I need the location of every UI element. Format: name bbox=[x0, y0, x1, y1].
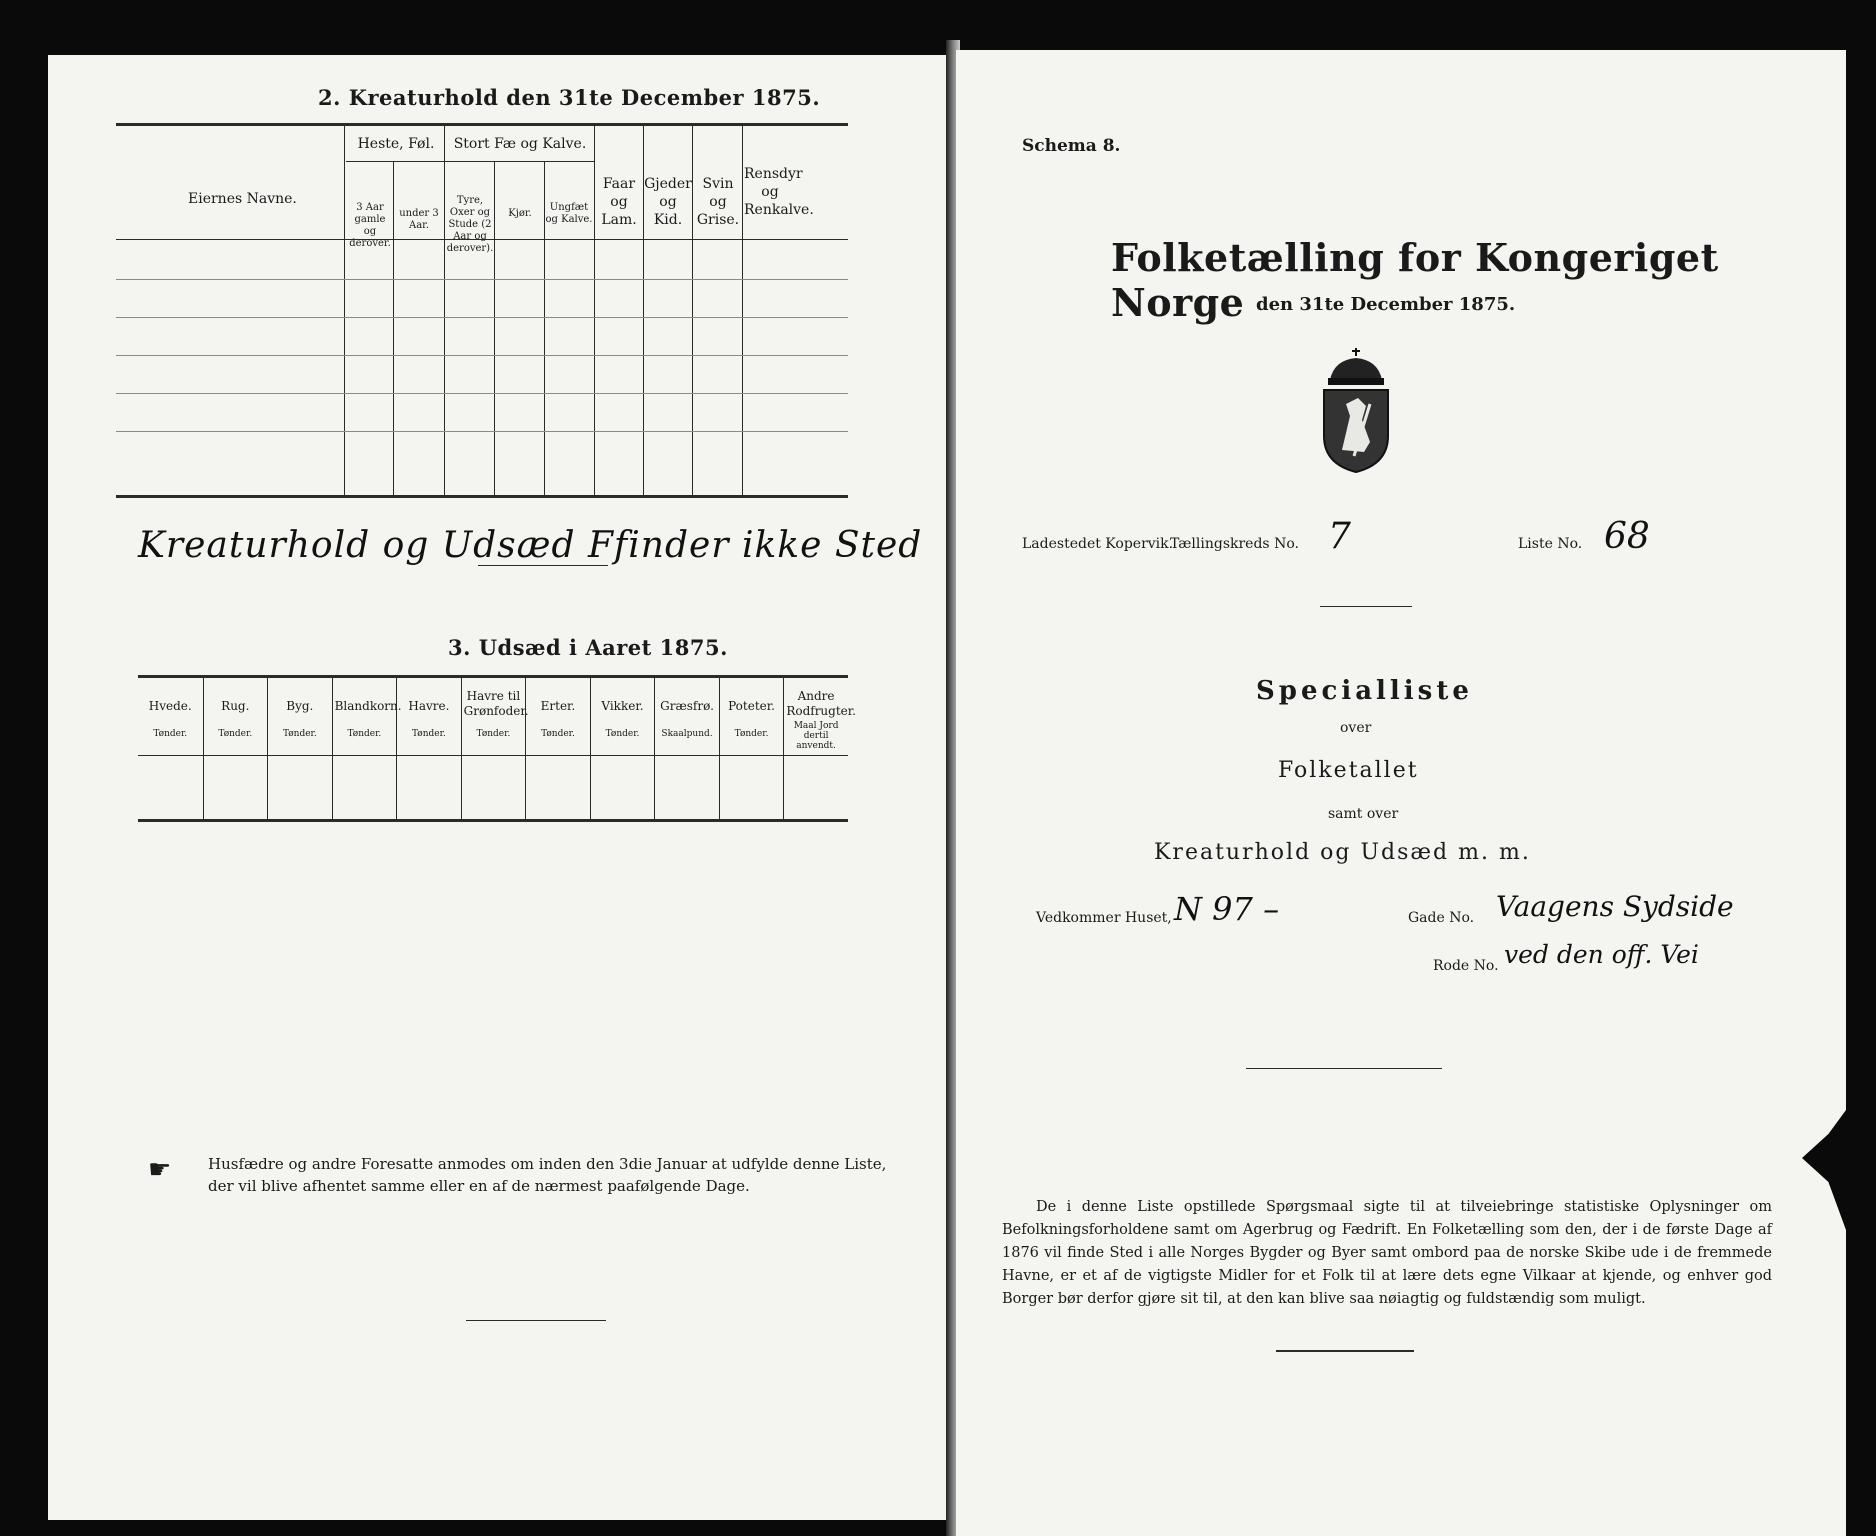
seed-column bbox=[203, 675, 268, 819]
page-edge-tab bbox=[1802, 1110, 1846, 1230]
right-page bbox=[956, 50, 1846, 1536]
rode-value: ved den off. Vei bbox=[1504, 940, 1699, 969]
left-page bbox=[48, 55, 952, 1520]
seed-column bbox=[461, 675, 529, 819]
seed-table bbox=[138, 675, 856, 819]
seed-column-name: Blandkorn. bbox=[334, 699, 402, 713]
kreaturhold-label: Kreaturhold og Udsæd m. m. bbox=[1154, 840, 1531, 865]
table2-vline bbox=[393, 161, 394, 495]
seed-column-name: Hvede. bbox=[148, 699, 192, 713]
seed-column bbox=[654, 675, 719, 819]
seed-column bbox=[719, 675, 784, 819]
table2-vline bbox=[544, 161, 545, 495]
table2-row-rule bbox=[116, 431, 848, 432]
district-label: Tællingskreds No. bbox=[1170, 536, 1299, 552]
house-value: N 97 – bbox=[1174, 890, 1280, 928]
handwritten-note: Kreaturhold og Udsæd Ffinder ikke Sted bbox=[138, 525, 923, 566]
seed-column bbox=[396, 675, 461, 819]
seed-column bbox=[590, 675, 655, 819]
table2-header-rule bbox=[116, 239, 848, 240]
col-bulls: Tyre, Oxer og Stude (2 Aar og derover). bbox=[446, 195, 494, 254]
table3-header-rule bbox=[138, 755, 848, 756]
col-cows: Kjør. bbox=[508, 208, 532, 219]
place-label: Ladestedet Kopervik. bbox=[1022, 536, 1174, 552]
seed-column-name: Byg. bbox=[286, 699, 314, 713]
section3-title: 3. Udsæd i Aaret 1875. bbox=[448, 635, 728, 660]
seed-column-unit: Tønder. bbox=[541, 729, 575, 739]
date-line: den 31te December 1875. bbox=[1256, 294, 1516, 315]
table2-bottom-rule bbox=[116, 495, 848, 498]
col-reindeer: Rensdyr og Renkalve. bbox=[744, 166, 814, 218]
folketallet-label: Folketallet bbox=[1278, 758, 1419, 783]
separator-rule bbox=[1246, 1068, 1442, 1069]
col-young-cattle: Ungfæt og Kalve. bbox=[545, 202, 593, 225]
table2-vline bbox=[692, 123, 693, 495]
seed-column-name: Andre Rodfrugter. bbox=[786, 689, 856, 718]
seed-columns bbox=[138, 675, 856, 819]
notice-text: Husfædre og andre Foresatte anmodes om inden den 3die Januar at udfylde denne Liste, der vil blive afhentet samme eller en af de nærmest paafølgende Dage. bbox=[208, 1155, 887, 1195]
table2-vline bbox=[643, 123, 644, 495]
col-pigs: Svin og Grise. bbox=[696, 176, 740, 228]
district-value: 7 bbox=[1328, 516, 1351, 557]
seed-column bbox=[525, 675, 590, 819]
col-sheep: Faar og Lam. bbox=[601, 176, 637, 228]
seed-column-name: Havre. bbox=[408, 699, 450, 713]
list-label: Liste No. bbox=[1518, 536, 1583, 552]
seed-column-unit: Tønder. bbox=[476, 729, 511, 739]
seed-column-unit: Tønder. bbox=[218, 729, 253, 739]
seed-column bbox=[783, 675, 856, 819]
table2-subheader-rule bbox=[346, 161, 594, 162]
seed-column-unit: Tønder. bbox=[282, 729, 317, 739]
seed-column-name: Havre til Grønfoder. bbox=[463, 689, 529, 718]
short-rule bbox=[1320, 606, 1412, 607]
col-horses-old: 3 Aar gamle og derover. bbox=[349, 202, 391, 249]
section2-title: 2. Kreaturhold den 31te December 1875. bbox=[318, 85, 821, 110]
table2-top-rule bbox=[116, 123, 848, 126]
table2-row-rule bbox=[116, 355, 848, 356]
seed-column-unit: Tønder. bbox=[347, 729, 382, 739]
specialliste-title: Specialliste bbox=[1256, 676, 1473, 706]
table2-row-rule bbox=[116, 317, 848, 318]
seed-column-unit: Skaalpund. bbox=[661, 729, 713, 739]
coat-of-arms-icon bbox=[1316, 346, 1396, 476]
seed-column-name: Rug. bbox=[221, 699, 250, 713]
table3-bottom-rule bbox=[138, 819, 848, 822]
list-value: 68 bbox=[1604, 516, 1650, 557]
seed-column-unit: Tønder. bbox=[605, 729, 640, 739]
table2-vline bbox=[742, 123, 743, 495]
street-label: Gade No. bbox=[1408, 910, 1475, 926]
note-underline bbox=[478, 565, 608, 566]
group-horses: Heste, Føl. bbox=[357, 136, 435, 152]
col-horses-young: under 3 Aar. bbox=[399, 208, 439, 231]
seed-column-unit: Tønder. bbox=[412, 729, 446, 739]
table2-vline bbox=[594, 123, 595, 495]
table2-vline bbox=[444, 123, 445, 495]
schema-label: Schema 8. bbox=[1022, 136, 1121, 156]
seed-column-name: Vikker. bbox=[601, 699, 644, 713]
samt-over-label: samt over bbox=[1328, 806, 1399, 822]
closing-rule bbox=[466, 1320, 606, 1321]
table2-row-rule bbox=[116, 393, 848, 394]
seed-column-name: Erter. bbox=[540, 699, 576, 713]
col-owner-names: Eiernes Navne. bbox=[188, 191, 297, 207]
seed-column-unit: Maal Jord dertil anvendt. bbox=[793, 721, 839, 751]
street-value: Vaagens Sydside bbox=[1496, 890, 1734, 923]
table2-row-rule bbox=[116, 279, 848, 280]
over-label: over bbox=[1340, 720, 1372, 736]
table2-vline bbox=[344, 123, 345, 495]
seed-column-unit: Tønder. bbox=[734, 729, 769, 739]
explanatory-paragraph: De i denne Liste opstillede Spørgsmaal sigte til at tilveiebringe statistiske Oplysninger om Befolkningsforholdene samt om Agerbrug og Fædrift. En Folketælling som den, der i de første Dage af 1876 vil finde Sted i alle Norges Bygder og Byer samt ombord paa de norske Skibe ude i de fremmede Havne, er et af de vigtigste Midler for et Folk til at lære dets egne Vilkaar at kjende, og enhver god Borger bør derfor gjøre sit til, at den kan blive saa nøiagtig og fuldstændig som muligt. bbox=[1002, 1199, 1772, 1307]
seed-column-name: Poteter. bbox=[728, 699, 775, 713]
seed-column bbox=[267, 675, 332, 819]
pointing-hand-icon: ☛ bbox=[148, 1155, 172, 1185]
seed-column-name: Græsfrø. bbox=[660, 699, 714, 713]
house-label: Vedkommer Huset, bbox=[1036, 910, 1172, 926]
group-cattle: Stort Fæ og Kalve. bbox=[453, 136, 587, 152]
closing-rule bbox=[1276, 1350, 1414, 1352]
seed-column bbox=[138, 675, 203, 819]
col-goats: Gjeder og Kid. bbox=[644, 176, 692, 228]
table2-vline bbox=[494, 161, 495, 495]
seed-column bbox=[332, 675, 402, 819]
seed-column-unit: Tønder. bbox=[153, 729, 188, 739]
rode-label: Rode No. bbox=[1433, 958, 1499, 974]
main-title: Folketælling for Kongeriget Norge bbox=[1111, 235, 1719, 325]
